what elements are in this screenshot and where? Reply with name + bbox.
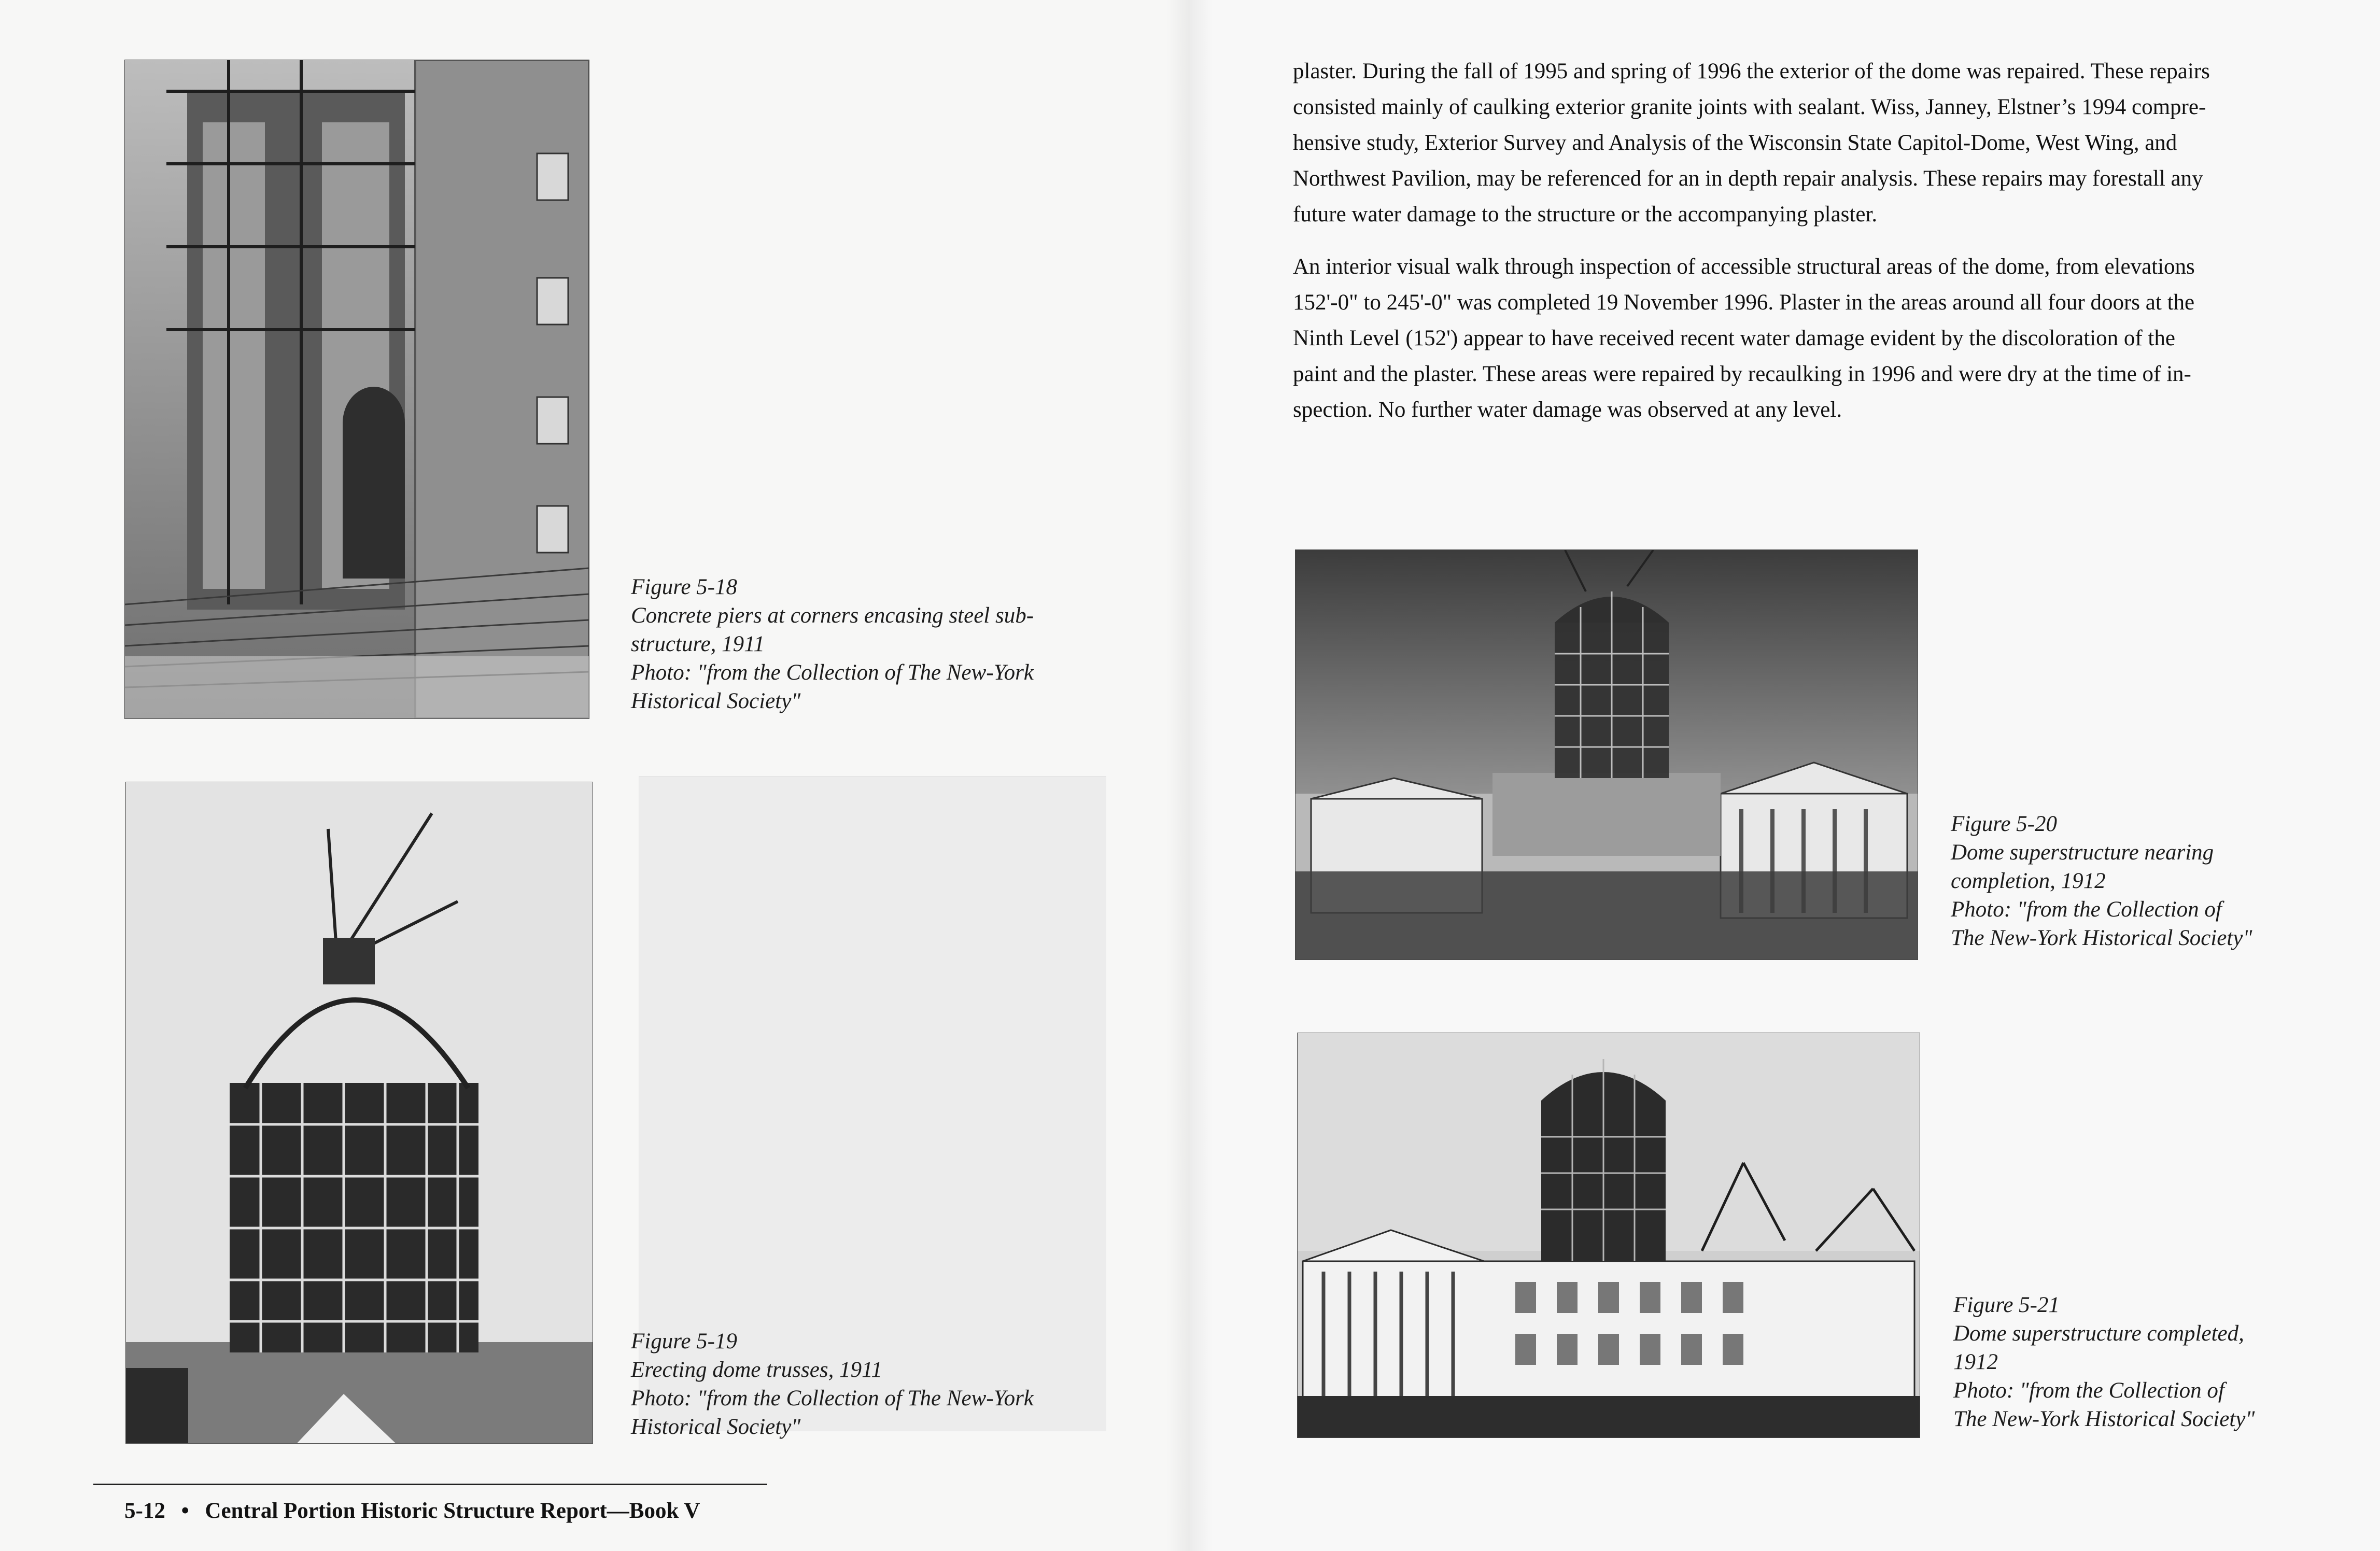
- page-number: 5-12: [124, 1499, 165, 1523]
- book-gutter: [1166, 0, 1213, 1551]
- body-paragraph-2: [1293, 249, 2309, 428]
- caption-line: Figure 5-21: [1953, 1293, 2060, 1317]
- figure-5-20-photo: [1295, 549, 1918, 960]
- footer-rule: [93, 1484, 767, 1485]
- page-footer: [124, 1498, 700, 1524]
- text-line: paint and the plaster. These areas were repaired by recaulking in 1996 and were dry at the time of in-: [1293, 362, 2191, 386]
- caption-line: The New-York Historical Society": [1953, 1407, 2255, 1431]
- figure-5-19-photo: [125, 782, 593, 1444]
- caption-line: Concrete piers at corners encasing steel sub-: [631, 603, 1034, 628]
- text-line: consisted mainly of caulking exterior granite joints with sealant. Wiss, Janney, Elstner’s 1994 compre-: [1293, 95, 2206, 119]
- caption-line: Erecting dome trusses, 1911: [631, 1358, 882, 1382]
- figure-5-21-caption: [1953, 1291, 2327, 1433]
- figure-5-21-photo: [1297, 1033, 1920, 1438]
- caption-line: Historical Society": [631, 689, 801, 713]
- caption-line: completion, 1912: [1951, 869, 2106, 893]
- text-line: spection. No further water damage was observed at any level.: [1293, 398, 1842, 422]
- caption-line: The New-York Historical Society": [1951, 926, 2252, 950]
- text-line: hensive study, Exterior Survey and Analysis of the Wisconsin State Capitol-Dome, West Wing, and: [1293, 131, 2177, 155]
- caption-line: Photo: "from the Collection of: [1951, 897, 2222, 922]
- text-line: Northwest Pavilion, may be referenced for an in depth repair analysis. These repairs may forestall any: [1293, 166, 2203, 191]
- text-line: 152'-0" to 245'-0" was completed 19 November 1996. Plaster in the areas around all four doors at the: [1293, 290, 2195, 315]
- footer-separator: •: [181, 1499, 189, 1523]
- text-line: An interior visual walk through inspection of accessible structural areas of the dome, from elevations: [1293, 255, 2195, 279]
- caption-line: Photo: "from the Collection of: [1953, 1378, 2224, 1403]
- caption-line: Historical Society": [631, 1415, 801, 1439]
- text-line: Ninth Level (152') appear to have received recent water damage evident by the discoloration of the: [1293, 326, 2175, 350]
- caption-line: Photo: "from the Collection of The New-York: [631, 1386, 1034, 1411]
- caption-line: Figure 5-18: [631, 575, 738, 599]
- text-line: future water damage to the structure or the accompanying plaster.: [1293, 202, 1878, 227]
- caption-line: Dome superstructure completed,: [1953, 1321, 2244, 1346]
- figure-5-18-caption: [631, 573, 1097, 715]
- figure-5-18-photo: [124, 60, 589, 719]
- body-paragraph-1: [1293, 53, 2309, 232]
- text-line: plaster. During the fall of 1995 and spring of 1996 the exterior of the dome was repaired. These repairs: [1293, 59, 2210, 83]
- figure-5-19-caption: [631, 1327, 1097, 1441]
- caption-line: Figure 5-19: [631, 1329, 738, 1353]
- caption-line: structure, 1911: [631, 632, 765, 656]
- report-title: Central Portion Historic Structure Report—Book V: [205, 1499, 700, 1523]
- figure-5-20-caption: [1951, 810, 2324, 952]
- caption-line: Figure 5-20: [1951, 812, 2058, 836]
- caption-line: Photo: "from the Collection of The New-York: [631, 660, 1034, 685]
- caption-line: Dome superstructure nearing: [1951, 840, 2214, 865]
- caption-line: 1912: [1953, 1350, 1998, 1374]
